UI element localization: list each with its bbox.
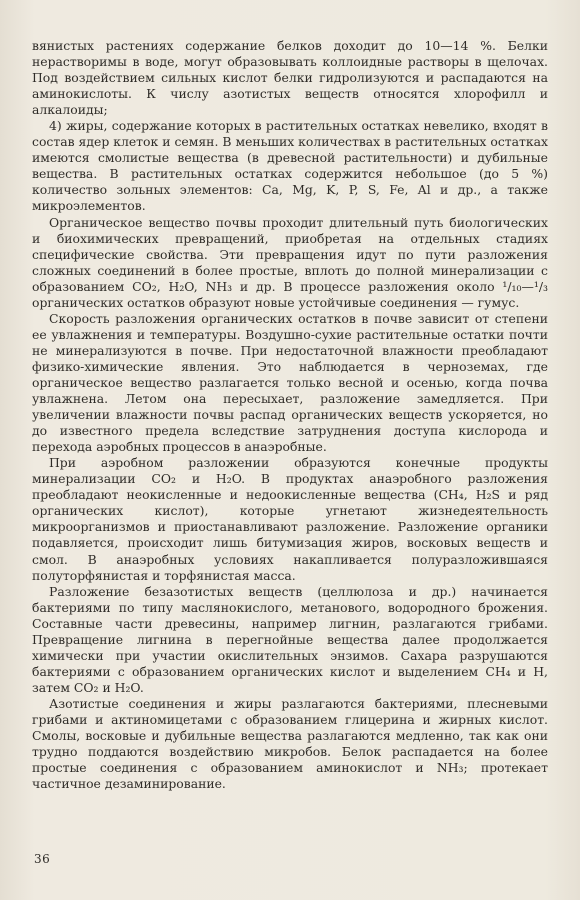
paragraph-decomposition-rate: Скорость разложения органических остатков в почве зависит от степени ее увлажнения и температуры. Воздушно-сухие растительные остатки почти не минерализуются в почве. При недостаточной влажности преобладают физико-химические явления. Это наблюдается в черноземах, где органическое вещество разлагается только весной и осенью, когда почва увлажнена. Летом она пересыхает, разложение замедляется. При увеличении влажности почвы распад органических веществ ускоряется, но до известного предела вследствие затруднения доступа кислорода и перехода аэробных процессов в анаэробные.	[32, 310, 548, 455]
paragraph-nitrogen-free: Разложение безазотистых веществ (целлюлоза и др.) начинается бактериями по типу маслянокислого, метанового, водородного брожения. Составные части древесины, например лигнин, разлагаются грибами. Превращение лигнина в перегнойные вещества далее продолжается химически при участии окислительных энзимов. Сахара разрушаются бактериями с образованием органических кислот и выделением CH₄ и H, затем CO₂ и H₂O.	[32, 583, 548, 695]
page-number: 36	[34, 852, 51, 866]
body-text	[32, 38, 548, 792]
paragraph-aerobic-anaerobic: При аэробном разложении образуются конечные продукты минерализации CO₂ и H₂O. В продуктах анаэробного разложения преобладают неокисленные и недоокисленные вещества (CH₄, H₂S и ряд органических кислот), которые угнетают жизнедеятельность микроорганизмов и приостанавливают разложение. Разложение органики подавляется, происходит лишь битумизация жиров, восковых веществ и смол. В анаэробных условиях накапливается полуразложившаяся полуторфянистая и торфянистая масса.	[32, 455, 548, 583]
paragraph-nitrogen-compounds: Азотистые соединения и жиры разлагаются бактериями, плесневыми грибами и актиномицетами с образованием глицерина и жирных кислот. Смолы, восковые и дубильные вещества разлагаются медленно, так как они трудно поддаются воздействию микробов. Белок распадается на более простые соединения с образованием аминокислот и NH₃; протекает частичное дезаминирование.	[32, 695, 548, 792]
paragraph-proteins: вянистых растениях содержание белков доходит до 10—14 %. Белки нерастворимы в воде, могут образовывать коллоидные растворы в щелочах. Под воздействием сильных кислот белки гидролизуются и распадаются на аминокислоты. К числу азотистых веществ относятся хлорофилл и алкалоиды;	[32, 38, 548, 118]
paragraph-organic-matter: Органическое вещество почвы проходит длительный путь биологических и биохимических превращений, приобретая на отдельных стадиях специфические свойства. Эти превращения идут по пути разложения сложных соединений в более простые, вплоть до полной минерализации с образованием CO₂, H₂O, NH₃ и др. В процессе разложения около ¹/₁₀—¹/₃ органических остатков образуют новые устойчивые соединения — гумус.	[32, 214, 548, 310]
paragraph-fats: 4) жиры, содержание которых в растительных остатках невелико, входят в состав ядер клеток и семян. В меньших количествах в растительных остатках имеются смолистые вещества (в древесной растительности) и дубильные вещества. В растительных остатках содержится небольшое (до 5 %) количество зольных элементов: Ca, Mg, K, P, S, Fe, Al и др., а также микроэлементов.	[32, 118, 548, 214]
